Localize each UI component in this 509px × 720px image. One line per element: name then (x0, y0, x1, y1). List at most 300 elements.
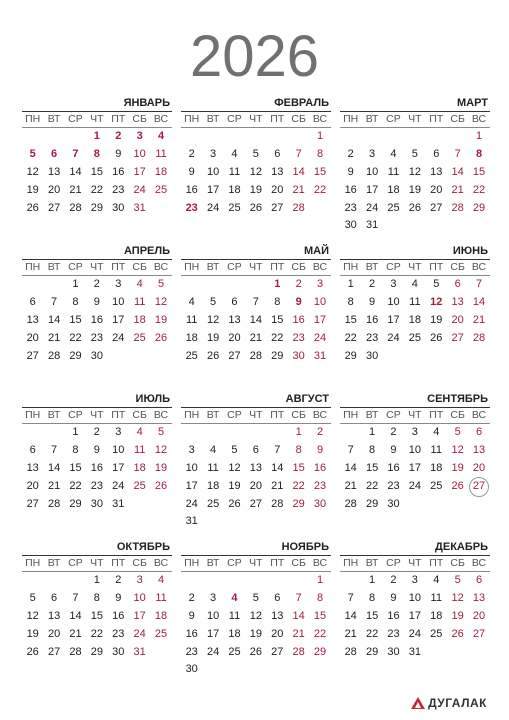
weekday-label: ПТ (429, 261, 444, 273)
day-cell: 28 (292, 645, 305, 658)
empty-day-cell (288, 513, 309, 531)
day-cell: 1 (369, 426, 376, 438)
weekday-label: ЧТ (249, 261, 263, 273)
day-cell: 31 (133, 645, 146, 658)
week-row (340, 644, 490, 662)
day-cell: 27 (26, 497, 39, 510)
day-cell: 22 (69, 479, 82, 492)
week-row (22, 348, 172, 366)
weekday-label: СБ (450, 409, 465, 421)
day-cell: 13 (26, 461, 39, 474)
day-cell: 4 (136, 278, 143, 290)
day-cell: 16 (292, 313, 305, 326)
day-cell: 22 (292, 479, 305, 492)
day-cell: 15 (271, 313, 284, 326)
empty-day-cell (65, 128, 86, 146)
day-cell: 12 (451, 443, 464, 456)
day-cell: 5 (157, 426, 165, 438)
day-cell: 30 (387, 497, 400, 510)
empty-day-cell (129, 496, 150, 514)
month-name: ОКТЯБРЬ (116, 541, 170, 553)
day-cell: 2 (115, 574, 122, 586)
day-cell: 9 (115, 591, 122, 604)
day-cell: 24 (206, 645, 220, 658)
weekday-label: ПТ (111, 409, 126, 421)
day-cell: 25 (408, 331, 421, 344)
weekday-label: СР (227, 557, 242, 569)
day-cell: 15 (365, 609, 379, 622)
empty-day-cell (202, 572, 223, 590)
day-cell: 21 (292, 183, 305, 196)
day-cell: 26 (249, 201, 262, 214)
month-name: ФЕВРАЛЬ (274, 97, 329, 109)
day-cell: 26 (206, 349, 220, 362)
week-row (22, 294, 172, 312)
day-cell: 8 (72, 443, 79, 456)
week-row (181, 424, 331, 442)
day-cell: 26 (26, 645, 39, 658)
day-cell: 22 (90, 627, 103, 640)
day-cell: 26 (451, 479, 464, 492)
day-cell: 26 (430, 331, 443, 344)
weekday-label: ПН (25, 113, 41, 125)
empty-day-cell (245, 276, 266, 294)
day-cell: 18 (154, 165, 168, 178)
day-cell: 2 (390, 426, 397, 438)
week-row (181, 200, 331, 218)
day-cell: 25 (228, 645, 241, 658)
day-cell: 24 (387, 331, 400, 344)
day-cell: 16 (185, 183, 198, 196)
day-cell: 2 (93, 426, 100, 438)
weekday-label: ВС (312, 409, 328, 421)
weekday-label: СР (386, 113, 401, 125)
weekday-label: ВС (153, 409, 169, 421)
week-row (181, 608, 331, 626)
week-row (22, 128, 172, 146)
day-cell: 6 (51, 147, 58, 160)
week-row (340, 200, 490, 218)
day-cell: 27 (451, 331, 464, 344)
day-cell: 5 (454, 426, 461, 438)
day-cell: 26 (26, 201, 39, 214)
day-cell: 23 (185, 201, 198, 214)
weekday-header (181, 260, 331, 276)
day-cell: 23 (112, 183, 125, 196)
weekday-label: ВС (471, 261, 487, 273)
day-cell: 25 (228, 201, 241, 214)
month-block (22, 95, 172, 217)
day-cell: 8 (295, 443, 302, 456)
day-cell: 16 (112, 609, 125, 622)
day-cell: 8 (475, 147, 483, 160)
day-cell: 18 (133, 313, 146, 326)
weekday-label: ВТ (206, 409, 220, 421)
day-cell: 21 (344, 479, 357, 492)
day-cell: 9 (295, 295, 302, 308)
day-cell: 11 (185, 313, 198, 326)
day-cell: 19 (206, 331, 220, 344)
day-cell: 1 (72, 278, 79, 290)
day-cell: 24 (206, 201, 220, 214)
empty-day-cell (288, 128, 309, 146)
week-row (22, 590, 172, 608)
day-cell: 7 (252, 295, 259, 308)
day-cell: 7 (51, 443, 58, 456)
day-cell: 20 (472, 461, 486, 474)
day-cell: 8 (72, 295, 79, 308)
day-cell: 2 (295, 278, 302, 290)
empty-day-cell (468, 217, 489, 235)
weekday-label: ВТ (47, 409, 61, 421)
day-cell: 29 (472, 201, 486, 214)
day-cell: 16 (387, 461, 400, 474)
day-cell: 30 (90, 497, 103, 510)
month-name: ИЮЛЬ (135, 393, 170, 405)
weekday-label: ПН (184, 557, 200, 569)
month-block (22, 539, 172, 661)
day-cell: 7 (51, 295, 58, 308)
weekday-label: СБ (450, 113, 465, 125)
day-cell: 28 (47, 497, 61, 510)
day-cell: 9 (188, 609, 195, 622)
week-row (22, 478, 172, 496)
day-cell: 19 (228, 479, 241, 492)
month-name: СЕНТЯБРЬ (427, 393, 488, 405)
weekday-label: ПН (343, 557, 359, 569)
weekday-label: ПТ (111, 261, 126, 273)
day-cell: 22 (365, 479, 379, 492)
day-cell: 18 (228, 627, 241, 640)
day-cell: 14 (292, 165, 305, 178)
month-name: ЯНВАРЬ (123, 97, 170, 109)
day-cell: 8 (316, 591, 324, 604)
day-cell: 20 (249, 479, 262, 492)
day-cell: 17 (112, 461, 125, 474)
weekday-label: ПН (25, 409, 41, 421)
day-cell: 9 (115, 147, 122, 160)
day-cell: 26 (154, 479, 168, 492)
weekday-header (340, 408, 490, 424)
day-cell: 29 (292, 497, 305, 510)
day-cell: 12 (249, 609, 262, 622)
weekday-header (181, 408, 331, 424)
week-row (340, 182, 490, 200)
day-cell: 31 (112, 497, 125, 510)
day-cell: 10 (112, 295, 125, 308)
empty-day-cell (447, 644, 468, 662)
empty-day-cell (108, 348, 129, 366)
day-cell: 8 (274, 295, 281, 308)
week-row (181, 164, 331, 182)
weekday-label: ПТ (270, 261, 285, 273)
weekday-label: ПТ (429, 409, 444, 421)
day-cell: 1 (475, 130, 483, 142)
day-cell: 5 (252, 591, 259, 604)
day-cell: 16 (90, 313, 103, 326)
weekday-label: ЧТ (408, 113, 422, 125)
day-cell: 10 (365, 165, 379, 178)
day-cell: 29 (69, 349, 82, 362)
day-cell: 15 (69, 461, 82, 474)
day-cell: 20 (430, 183, 443, 196)
weekday-label: СР (227, 409, 242, 421)
week-row (22, 442, 172, 460)
empty-day-cell (309, 200, 330, 218)
day-cell: 16 (344, 183, 357, 196)
week-row (22, 644, 172, 662)
day-cell: 17 (206, 183, 220, 196)
day-cell: 24 (408, 479, 421, 492)
day-cell: 12 (206, 313, 220, 326)
week-row (181, 348, 331, 366)
week-row (340, 608, 490, 626)
day-cell: 3 (210, 591, 217, 604)
day-cell: 16 (90, 461, 103, 474)
week-row (340, 312, 490, 330)
day-cell: 25 (206, 497, 220, 510)
day-cell: 19 (451, 461, 464, 474)
day-cell: 1 (369, 574, 376, 586)
weekday-label: СР (227, 113, 242, 125)
day-cell: 1 (295, 426, 302, 438)
weekday-label: СБ (291, 409, 306, 421)
empty-day-cell (404, 128, 425, 146)
day-cell: 22 (271, 331, 284, 344)
day-cell: 14 (292, 609, 305, 622)
weekday-label: ВС (153, 261, 169, 273)
day-cell: 17 (112, 313, 125, 326)
week-row (181, 626, 331, 644)
month-block (340, 243, 490, 365)
weekday-label: ЧТ (249, 557, 263, 569)
empty-day-cell (22, 276, 43, 294)
day-cell: 19 (249, 627, 262, 640)
day-cell: 24 (185, 497, 198, 510)
weekday-label: СР (68, 261, 83, 273)
week-row (340, 348, 490, 366)
day-cell: 10 (206, 165, 220, 178)
empty-day-cell (383, 217, 404, 235)
day-cell: 23 (344, 201, 357, 214)
weekday-label: ПН (25, 557, 41, 569)
empty-day-cell (22, 424, 43, 442)
day-cell: 30 (313, 497, 327, 510)
day-cell: 24 (112, 331, 125, 344)
day-cell: 6 (475, 426, 483, 438)
week-row (340, 572, 490, 590)
month-block (22, 391, 172, 513)
day-cell: 12 (451, 591, 464, 604)
day-cell: 21 (292, 627, 305, 640)
weekday-label: ВС (312, 261, 328, 273)
day-cell: 31 (185, 515, 198, 528)
day-cell: 11 (430, 591, 442, 604)
day-cell: 21 (271, 479, 284, 492)
day-cell: 2 (369, 278, 376, 290)
week-row (340, 276, 490, 294)
day-cell: 7 (72, 147, 79, 160)
empty-day-cell (43, 128, 64, 146)
day-cell: 6 (252, 443, 259, 456)
day-cell: 15 (344, 313, 357, 326)
day-cell: 17 (133, 165, 146, 178)
weekday-label: ЧТ (90, 261, 104, 273)
day-cell: 23 (90, 479, 103, 492)
day-cell: 15 (313, 609, 327, 622)
day-cell: 19 (430, 313, 443, 326)
day-cell: 11 (409, 295, 421, 308)
day-cell: 7 (454, 147, 461, 160)
weekday-label: СР (386, 409, 401, 421)
day-cell: 3 (369, 147, 376, 160)
weekday-label: СР (227, 261, 242, 273)
weekday-header (181, 556, 331, 572)
empty-day-cell (404, 496, 425, 514)
weekday-label: ВТ (206, 261, 220, 273)
empty-day-cell (288, 572, 309, 590)
empty-day-cell (383, 348, 404, 366)
day-cell: 5 (29, 591, 36, 604)
empty-day-cell (447, 128, 468, 146)
day-cell: 21 (47, 479, 61, 492)
day-cell: 14 (69, 165, 82, 178)
day-cell: 2 (347, 147, 354, 160)
day-cell: 23 (292, 331, 305, 344)
day-cell: 23 (90, 331, 103, 344)
empty-day-cell (181, 128, 202, 146)
weekday-label: ПН (184, 409, 200, 421)
day-cell: 9 (390, 443, 397, 456)
day-cell: 23 (185, 645, 198, 658)
weekday-label: ВС (312, 113, 328, 125)
day-cell: 5 (454, 574, 461, 586)
day-cell: 17 (206, 627, 220, 640)
day-cell: 25 (154, 627, 168, 640)
empty-day-cell (150, 200, 171, 218)
day-cell: 7 (72, 591, 79, 604)
day-cell: 20 (271, 627, 284, 640)
day-cell: 8 (347, 295, 354, 308)
day-cell: 18 (387, 183, 400, 196)
day-cell: 23 (365, 331, 379, 344)
weekday-label: ВС (471, 113, 487, 125)
empty-day-cell (181, 276, 202, 294)
empty-day-cell (202, 661, 223, 679)
weekday-header (22, 260, 172, 276)
weekday-label: СБ (132, 261, 147, 273)
empty-day-cell (224, 276, 245, 294)
day-cell: 9 (93, 443, 100, 456)
day-cell: 6 (29, 443, 36, 456)
day-cell: 12 (154, 295, 168, 308)
empty-day-cell (245, 128, 266, 146)
day-cell: 27 (228, 349, 241, 362)
empty-day-cell (224, 128, 245, 146)
day-cell: 26 (228, 497, 241, 510)
day-cell: 4 (231, 591, 238, 604)
day-cell: 18 (154, 609, 168, 622)
day-cell: 29 (69, 497, 82, 510)
weekday-label: ВТ (365, 113, 379, 125)
day-cell: 31 (133, 201, 146, 214)
empty-day-cell (267, 572, 288, 590)
day-cell: 29 (365, 497, 379, 510)
week-row (181, 460, 331, 478)
week-row (22, 182, 172, 200)
week-row (340, 496, 490, 514)
week-row (181, 590, 331, 608)
day-cell: 28 (47, 349, 61, 362)
empty-day-cell (340, 128, 361, 146)
day-cell: 19 (451, 609, 464, 622)
day-cell: 8 (316, 147, 324, 160)
day-cell: 15 (472, 165, 486, 178)
day-cell: 7 (347, 443, 354, 456)
day-cell: 2 (115, 130, 122, 142)
day-cell: 1 (72, 426, 79, 438)
day-cell: 7 (295, 591, 302, 604)
day-cell: 30 (90, 349, 103, 362)
week-row (181, 312, 331, 330)
day-cell: 6 (433, 147, 440, 160)
weekday-label: СР (68, 557, 83, 569)
day-cell: 13 (47, 165, 61, 178)
day-cell: 6 (454, 278, 461, 290)
month-block (340, 95, 490, 235)
day-cell: 25 (430, 479, 443, 492)
weekday-label: ПН (343, 409, 359, 421)
day-cell: 21 (47, 331, 61, 344)
weekday-label: ВС (471, 557, 487, 569)
day-cell: 14 (69, 609, 82, 622)
day-cell: 27 (47, 201, 61, 214)
day-cell: 28 (292, 201, 305, 214)
day-cell: 2 (93, 278, 100, 290)
day-cell: 27 (271, 201, 284, 214)
day-cell: 17 (365, 183, 379, 196)
day-cell: 25 (387, 201, 400, 214)
brand-logo (411, 696, 487, 710)
weekday-label: ВС (153, 113, 169, 125)
empty-day-cell (447, 348, 468, 366)
day-cell: 14 (344, 461, 357, 474)
day-cell: 19 (26, 627, 39, 640)
day-cell: 27 (472, 627, 486, 640)
empty-day-cell (150, 348, 171, 366)
weekday-label: ПТ (270, 557, 285, 569)
day-cell: 4 (157, 130, 165, 142)
day-cell: 25 (154, 183, 168, 196)
weekday-label: ЧТ (408, 557, 422, 569)
empty-day-cell (267, 661, 288, 679)
day-cell: 30 (185, 663, 198, 676)
day-cell: 25 (185, 349, 198, 362)
day-cell: 14 (472, 295, 486, 308)
day-cell: 30 (387, 645, 400, 658)
day-cell: 22 (313, 627, 327, 640)
empty-day-cell (150, 496, 171, 514)
empty-day-cell (361, 128, 382, 146)
empty-day-cell (245, 424, 266, 442)
weekday-label: СР (68, 409, 83, 421)
empty-day-cell (65, 572, 86, 590)
day-cell: 14 (344, 609, 357, 622)
week-row (22, 164, 172, 182)
day-cell: 15 (90, 609, 103, 622)
weekday-label: ВТ (365, 261, 379, 273)
empty-day-cell (288, 661, 309, 679)
